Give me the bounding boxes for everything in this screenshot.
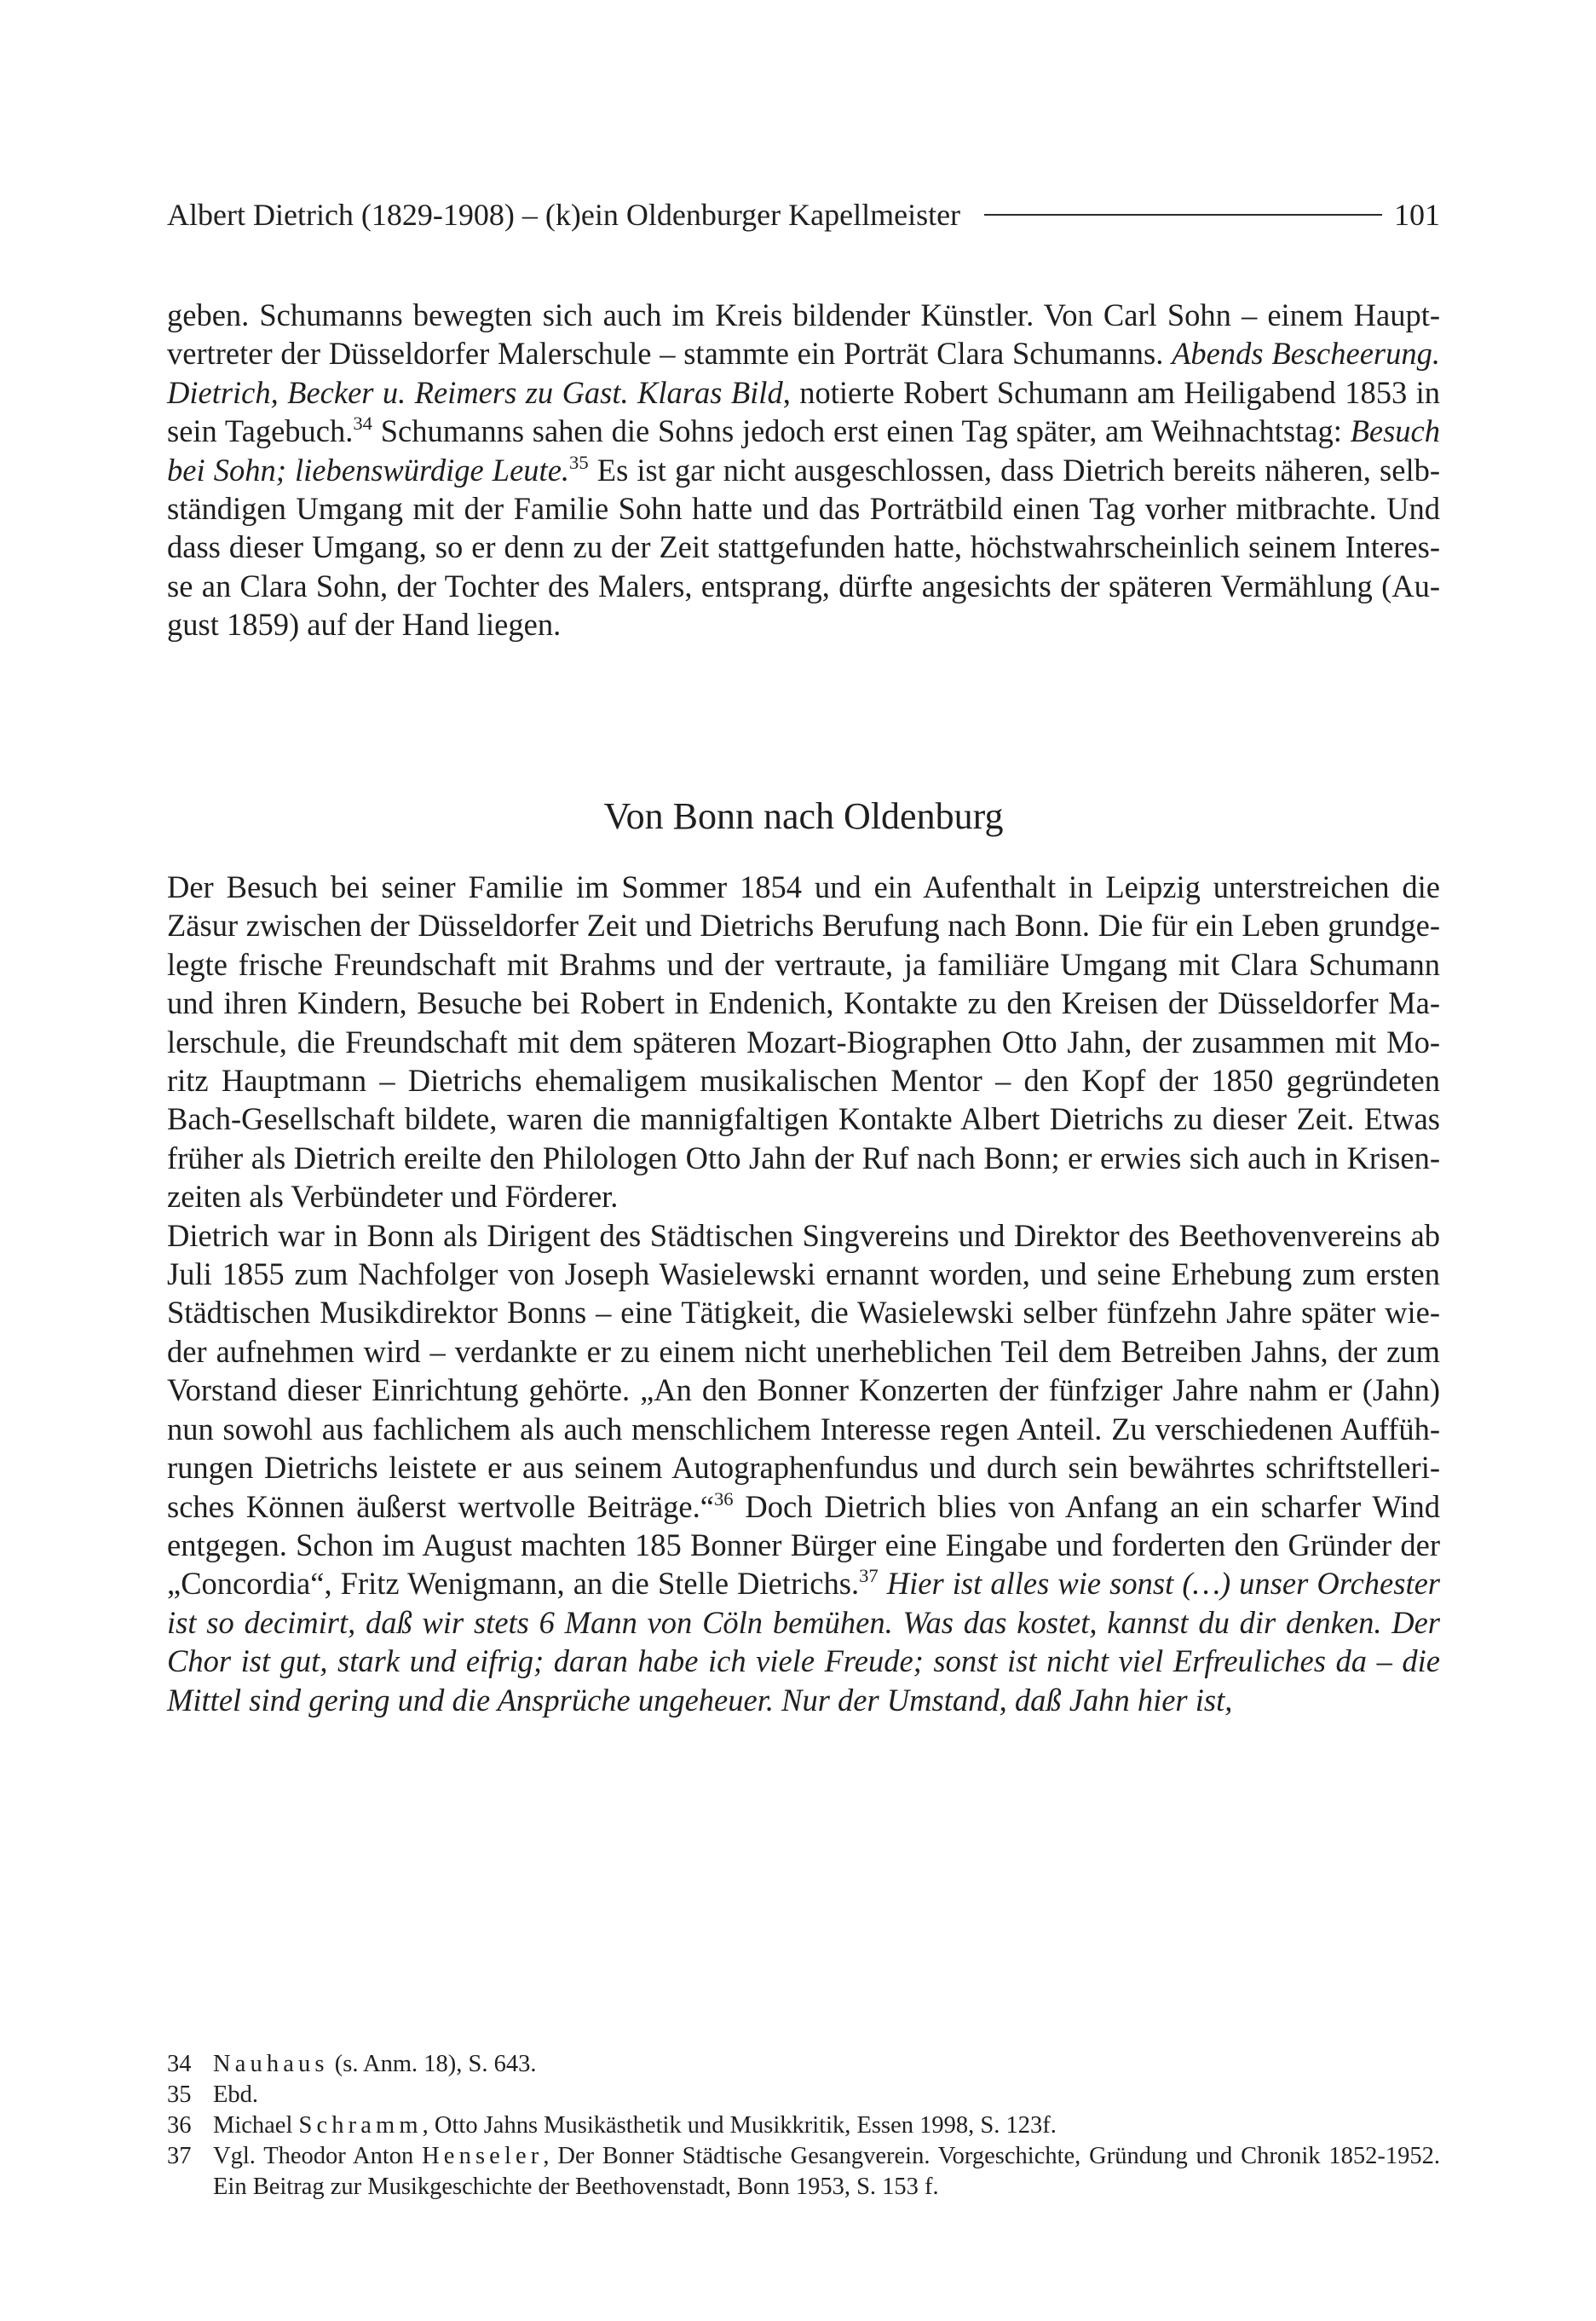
- text-run: Doch Dietrich blies von Anfang an ein scharfer Wind entgegen. Schon im August machten 185 Bonner Bürger eine Eingabe und forderten den Gründer der „Concordia“, Fritz Wenigmann, an die Stelle Dietrichs.: [167, 1488, 1440, 1602]
- footnote-ref-34[interactable]: 34: [353, 413, 372, 435]
- citation: Ebd.: [213, 2081, 259, 2108]
- footnote-ref-36[interactable]: 36: [713, 1487, 734, 1510]
- section-heading: Von Bonn nach Oldenburg: [603, 795, 1004, 837]
- italic-quote: Abends Bescheerung. Dietrich, Becker u. Reimers zu Gast. Klaras Bild: [167, 336, 1440, 410]
- citation-prefix: Michael: [213, 2112, 299, 2139]
- italic-quote: Hier ist alles wie sonst (…) unser Orchester ist so decimirt, daß wir stets 6 Mann von Cöln bemühen. Was das kostet, kannst du dir denken. Der Chor ist gut, stark und eifrig; daran habe ich viele Freude; sonst ist nicht viel Erfreuliches da – die Mittel sind gering und die Ansprüche ungeheuer. Nur der Umstand, daß Jahn hier ist,: [167, 1566, 1440, 1718]
- footnote-ref-35[interactable]: 35: [569, 451, 589, 473]
- paragraph-1: [167, 296, 1440, 644]
- author-name: Nauhaus: [213, 2051, 329, 2077]
- text-run: , notierte Robert Schumann am Heiligabend 1853 in sein Tagebuch.: [167, 374, 1440, 449]
- citation: , Otto Jahns Musikästhetik und Musikkritik, Essen 1998, S. 123f.: [422, 2112, 1057, 2139]
- citation: , Der Bonner Städtische Gesangverein. Vorgeschichte, Gründung und Chronik 1852-1952. Ein Beitrag zur Musikgeschichte der Beethovenstadt, Bonn 1953, S. 153 f.: [213, 2143, 1440, 2200]
- text-run: Dietrich war in Bonn als Dirigent des Städtischen Singvereins und Direktor des Beethovenvereins ab Juli 1855 zum Nachfolger von Joseph Wasielewski ernannt worden, und seine Erhebung zum ersten Städtischen Musikdirektor Bonns – eine Tätigkeit, die Wasielewski selber fünfzehn Jahre später wieder aufnehmen wird – verdankte er zu einem nicht unerheblichen Teil dem Betreiben Jahns, der zum Vorstand dieser Einrichtung gehörte. „An den Bonner Konzerten der fünfziger Jahre nahm er (Jahn) nun sowohl aus fachlichem als auch menschlichem Interesse regen Anteil. Zu verschiedenen Aufführungen Dietrichs leistete er aus seinem Autographenfundus und durch sein bewährtes schriftstellerisches Können äußerst wertvolle Beiträge.“: [167, 1217, 1440, 1524]
- running-header: [167, 189, 1440, 240]
- author-name: Schramm: [298, 2112, 423, 2139]
- paragraph-2: [167, 868, 1440, 1719]
- text-run: geben. Schumanns bewegten sich auch im Kreis bildender Künstler. Von Carl Sohn – einem Hauptvertreter der Düsseldorfer Malerschule – stammte ein Porträt Clara Schumanns.: [167, 297, 1440, 372]
- footnote-37: [167, 2141, 1440, 2203]
- paragraph-2a-text: Der Besuch bei seiner Familie im Sommer 1854 und ein Aufenthalt in Leipzig unterstreichen die Zäsur zwischen der Düsseldorfer Zeit und Dietrichs Berufung nach Bonn. Die für ein Leben grundgelegte frische Freundschaft mit Brahms und der vertraute, ja familiäre Umgang mit Clara Schumann und ihren Kindern, Besuche bei Robert in Endenich, Kontakte zu den Kreisen der Düsseldorfer Malerschule, die Freundschaft mit dem späteren Mozart-Biographen Otto Jahn, der zusammen mit Moritz Hauptmann – Dietrichs ehemaligem musikalischen Mentor – den Kopf der 1850 gegründeten Bach-Gesellschaft bildete, waren die mannigfaltigen Kontakte Albert Dietrichs zu dieser Zeit. Etwas früher als Dietrich ereilte den Philologen Otto Jahn der Ruf nach Bonn; er erwies sich auch in Krisenzeiten als Verbündeter und Förderer.: [167, 869, 1440, 1215]
- footnote-text: [213, 2141, 1440, 2203]
- header-rule: [984, 214, 1382, 216]
- footnote-text: [213, 2049, 1440, 2080]
- paragraph-1-text: [167, 296, 1440, 644]
- footnote-number: 36: [167, 2112, 192, 2139]
- italic-quote: Besuch bei Sohn; liebenswürdige Leute.: [167, 413, 1440, 488]
- footnote-number: 37: [167, 2143, 192, 2169]
- footnote-34: [167, 2049, 1440, 2080]
- citation-prefix: Vgl. Theodor Anton: [213, 2143, 423, 2169]
- footnote-number: 34: [167, 2051, 192, 2077]
- footnote-text: [213, 2080, 1440, 2110]
- footnotes: [167, 2049, 1440, 2203]
- footnote-text: [213, 2110, 1440, 2141]
- author-name: Henseler: [422, 2143, 544, 2169]
- text-run: Es ist gar nicht ausgeschlossen, dass Dietrich bereits näheren, selbständigen Umgang mit der Familie Sohn hatte und das Porträtbild einen Tag vorher mitbrachte. Und dass dieser Umgang, so er denn zu der Zeit stattgefunden hatte, höchstwahrscheinlich seinem Interesse an Clara Sohn, der Tochter des Malers, entsprang, dürfte angesichts der späteren Vermählung (August 1859) auf der Hand liegen.: [167, 452, 1440, 643]
- citation: (s. Anm. 18), S. 643.: [328, 2051, 537, 2077]
- footnote-36: [167, 2110, 1440, 2141]
- text-run: Schumanns sahen die Sohns jedoch erst einen Tag später, am Weihnachtstag:: [372, 413, 1351, 449]
- footnote-35: [167, 2080, 1440, 2110]
- page-number: 101: [1394, 198, 1440, 232]
- paragraph-2b-text: [167, 1216, 1440, 1719]
- footnote-number: 35: [167, 2081, 192, 2108]
- footnote-ref-37[interactable]: 37: [859, 1565, 879, 1587]
- running-title: Albert Dietrich (1829-1908) – (k)ein Oldenburger Kapellmeister: [167, 198, 961, 232]
